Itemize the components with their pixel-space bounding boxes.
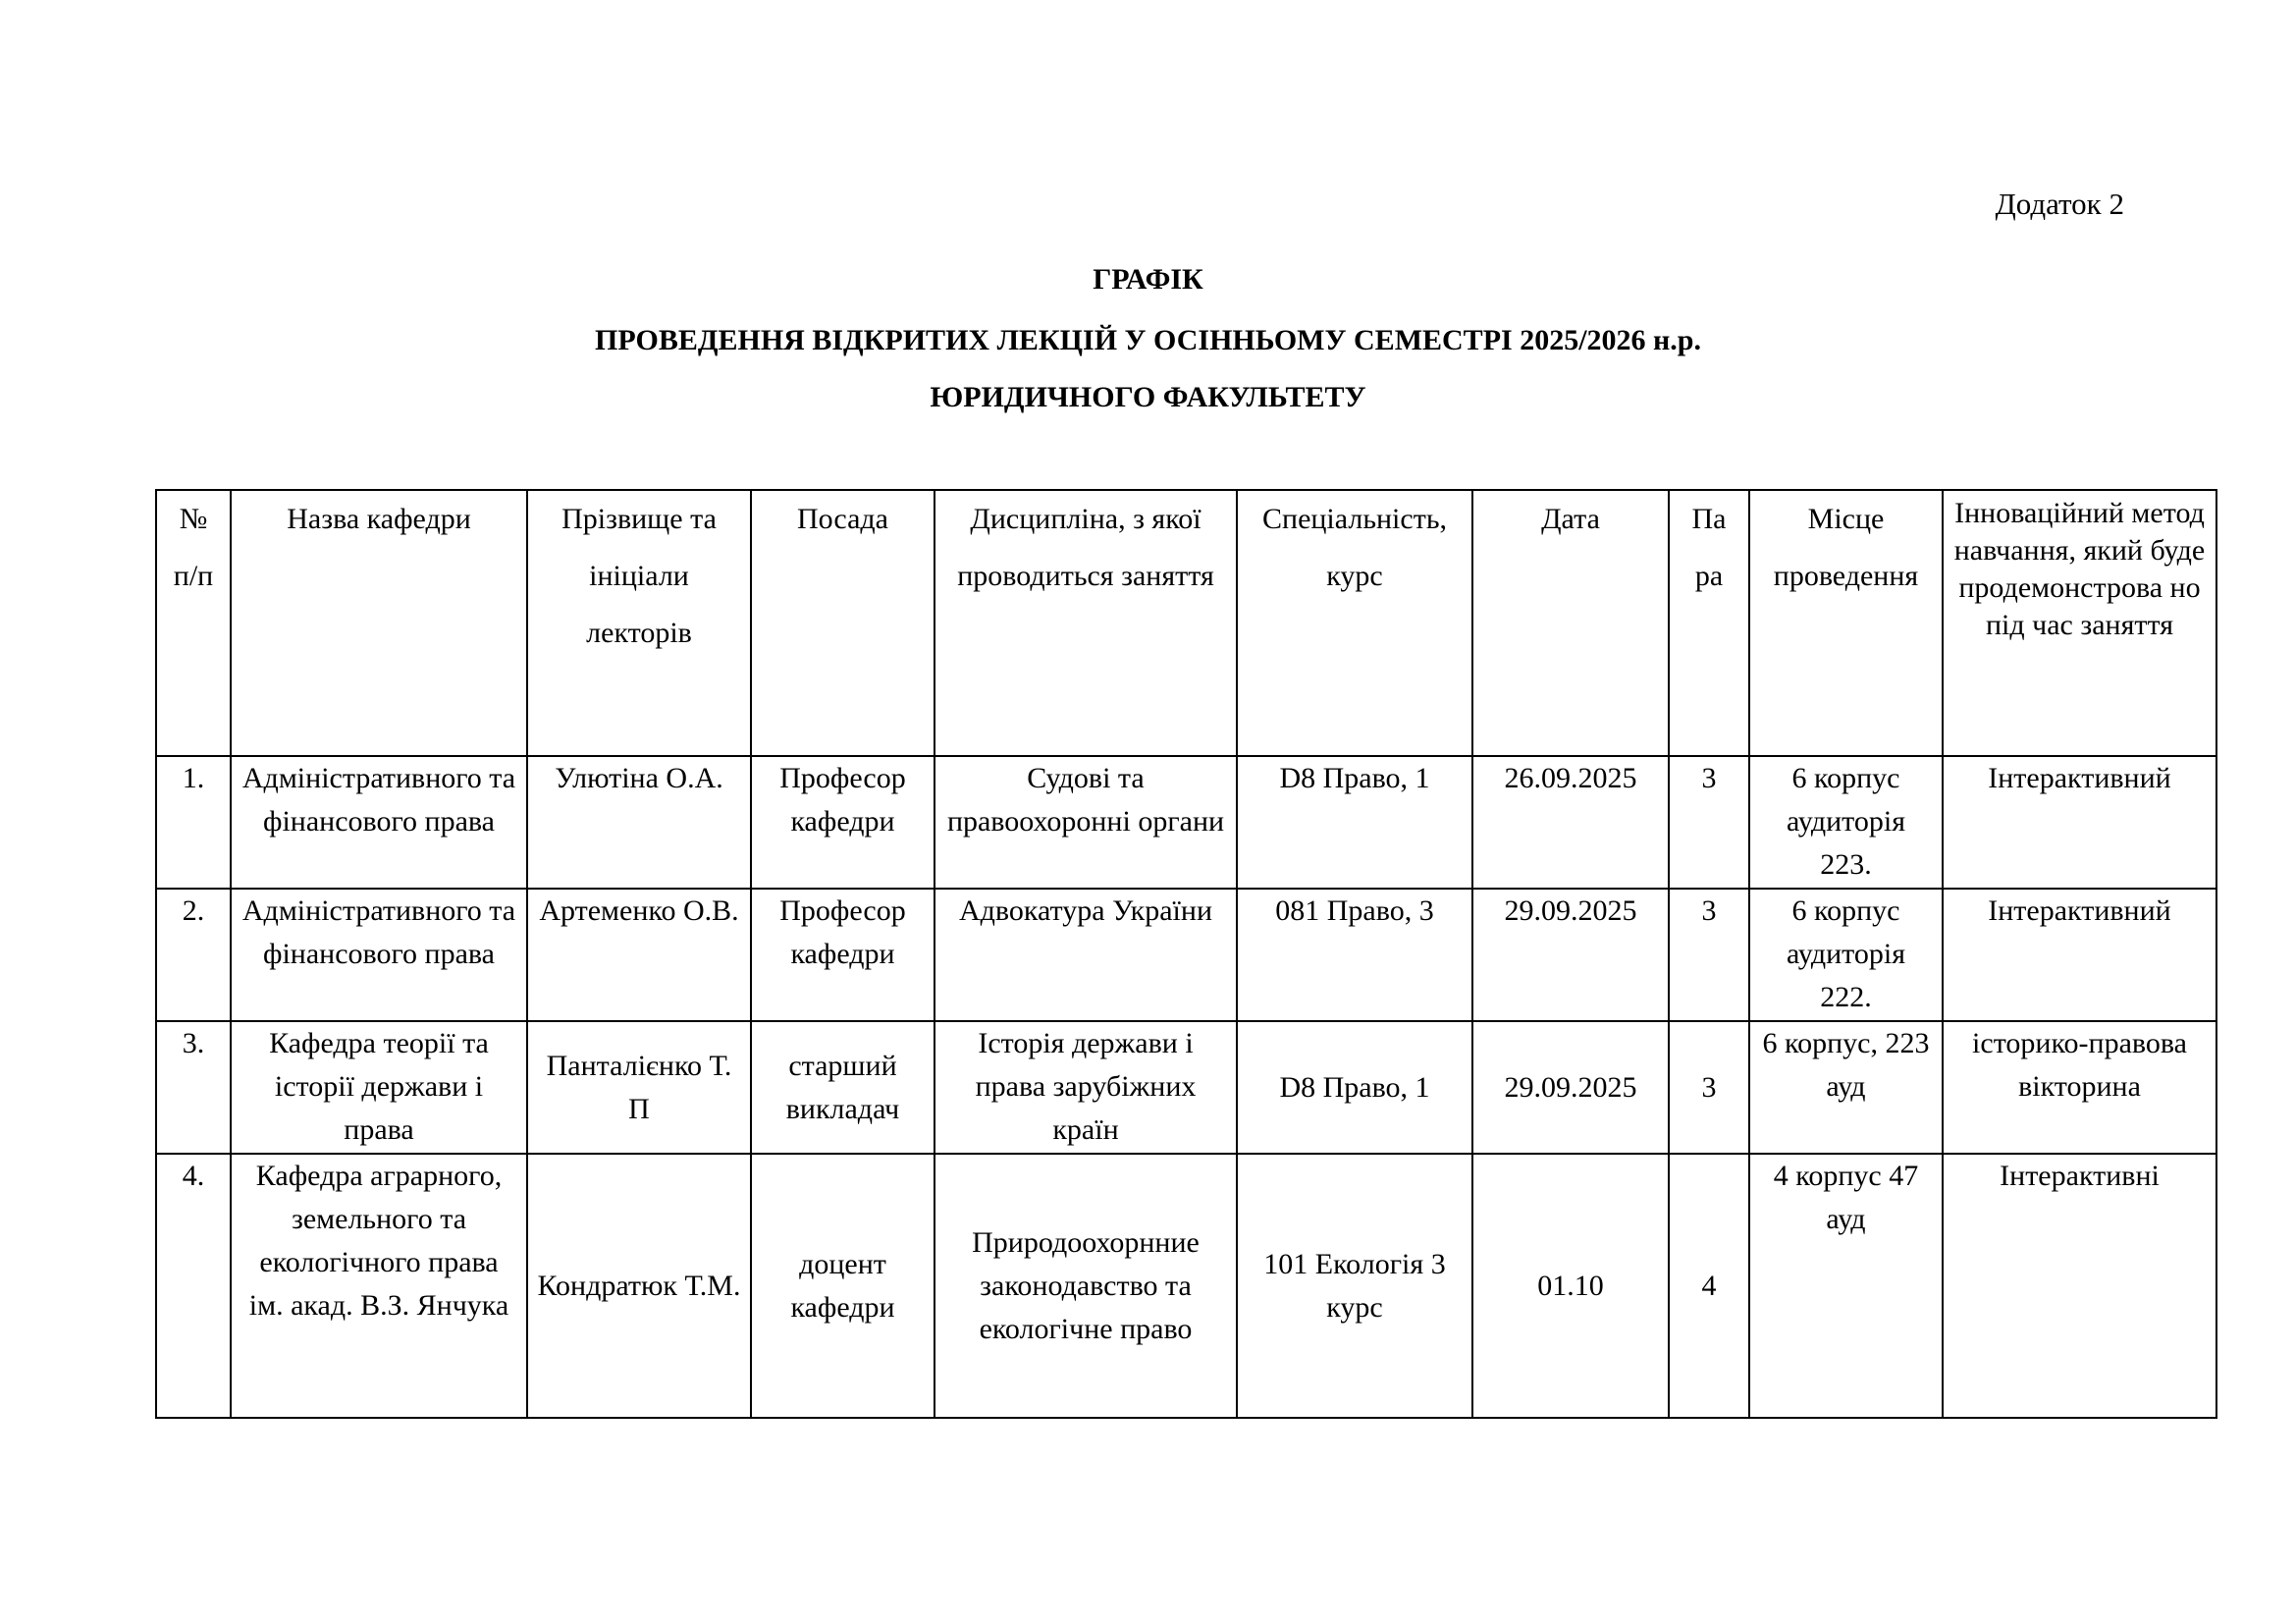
- table-cell: Кафедра теорії та історії держави і права: [231, 1021, 527, 1154]
- table-cell: 3.: [156, 1021, 231, 1154]
- header-cell: Місце проведення: [1749, 490, 1943, 756]
- table-cell: Улютіна О.А.: [527, 756, 751, 889]
- table-cell: історико-правова вікторина: [1943, 1021, 2216, 1154]
- header-cell: Дисципліна, з якої проводиться заняття: [934, 490, 1237, 756]
- header-cell: Назва кафедри: [231, 490, 527, 756]
- table-cell: Панталієнко Т. П: [527, 1021, 751, 1154]
- header-cell: Посада: [751, 490, 934, 756]
- table-cell: D8 Право, 1: [1237, 756, 1472, 889]
- table-cell: Кондратюк Т.М.: [527, 1154, 751, 1418]
- header-cell: Прізвище та ініціали лекторів: [527, 490, 751, 756]
- header-cell: № п/п: [156, 490, 231, 756]
- table-cell: 29.09.2025: [1472, 1021, 1669, 1154]
- table-cell: 4.: [156, 1154, 231, 1418]
- table-cell: Адміністративного та фінансового права: [231, 756, 527, 889]
- table-cell: Інтерактивний: [1943, 756, 2216, 889]
- faculty-title: ЮРИДИЧНОГО ФАКУЛЬТЕТУ: [930, 381, 1366, 413]
- table-cell: 081 Право, 3: [1237, 889, 1472, 1021]
- table-row: [156, 756, 2216, 889]
- table-cell: Інтерактивні: [1943, 1154, 2216, 1418]
- table-cell: Історія держави і права зарубіжних країн: [934, 1021, 1237, 1154]
- table-cell: 3: [1669, 1021, 1749, 1154]
- schedule-table: [155, 489, 2217, 1419]
- table-cell: Кафедра аграрного, земельного та екологічного права ім. акад. В.З. Янчука: [231, 1154, 527, 1418]
- header-cell: Па ра: [1669, 490, 1749, 756]
- table-cell: 4: [1669, 1154, 1749, 1418]
- table-cell: 2.: [156, 889, 231, 1021]
- table-cell: Професор кафедри: [751, 756, 934, 889]
- table-cell: 6 корпус аудиторія 222.: [1749, 889, 1943, 1021]
- table-cell: 3: [1669, 756, 1749, 889]
- table-cell: 3: [1669, 889, 1749, 1021]
- table-cell: 26.09.2025: [1472, 756, 1669, 889]
- table-cell: D8 Право, 1: [1237, 1021, 1472, 1154]
- table-cell: 6 корпус, 223 ауд: [1749, 1021, 1943, 1154]
- table-cell: 4 корпус 47 ауд: [1749, 1154, 1943, 1418]
- header-cell: Дата: [1472, 490, 1669, 756]
- table-cell: Адвокатура України: [934, 889, 1237, 1021]
- table-cell: Артеменко О.В.: [527, 889, 751, 1021]
- table-cell: 29.09.2025: [1472, 889, 1669, 1021]
- table-cell: Адміністративного та фінансового права: [231, 889, 527, 1021]
- table-row: [156, 889, 2216, 1021]
- table-cell: 1.: [156, 756, 231, 889]
- table-cell: Інтерактивний: [1943, 889, 2216, 1021]
- table-cell: 6 корпус аудиторія 223.: [1749, 756, 1943, 889]
- appendix-label: Додаток 2: [1995, 187, 2124, 221]
- document-title: ГРАФІК: [1093, 263, 1203, 296]
- table-cell: Професор кафедри: [751, 889, 934, 1021]
- header-cell: Спеціальність, курс: [1237, 490, 1472, 756]
- table-row: [156, 1154, 2216, 1418]
- header-cell: Інноваційний метод навчання, який буде продемонстрова но під час заняття: [1943, 490, 2216, 756]
- table-row: [156, 1021, 2216, 1154]
- document-subtitle: ПРОВЕДЕННЯ ВІДКРИТИХ ЛЕКЦІЙ У ОСІННЬОМУ СЕМЕСТРІ 2025/2026 н.р.: [595, 324, 1701, 356]
- table-header-row: [156, 490, 2216, 756]
- table-cell: Природоохорнние законодавство та екологічне право: [934, 1154, 1237, 1418]
- table-cell: Судові та правоохоронні органи: [934, 756, 1237, 889]
- table-cell: старший викладач: [751, 1021, 934, 1154]
- table-cell: 01.10: [1472, 1154, 1669, 1418]
- table-cell: доцент кафедри: [751, 1154, 934, 1418]
- table-cell: 101 Екологія 3 курс: [1237, 1154, 1472, 1418]
